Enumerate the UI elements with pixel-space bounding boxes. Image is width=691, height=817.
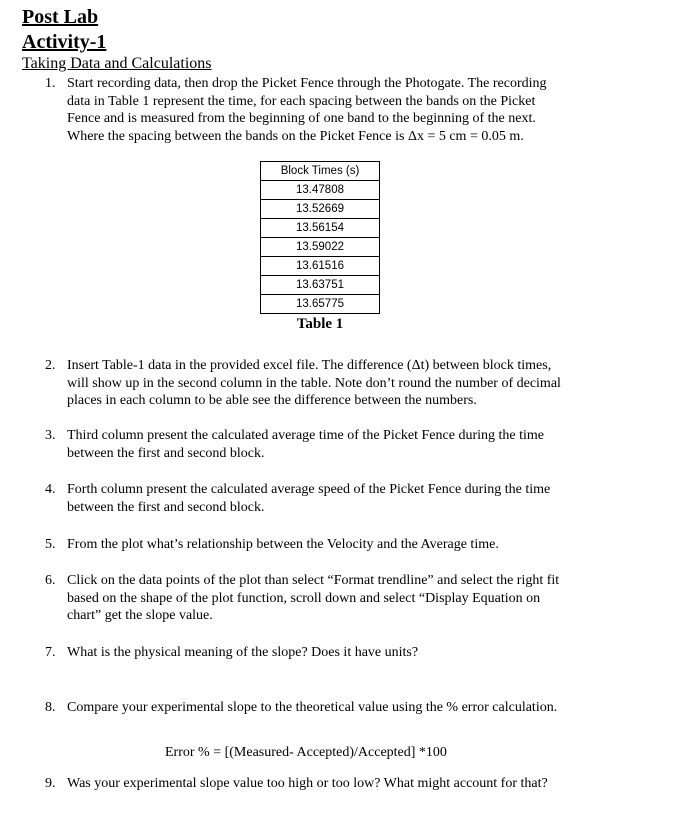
title-post-lab: Post Lab [22, 6, 99, 28]
title-activity: Activity-1 [22, 31, 107, 53]
step-line: between the first and second block. [67, 499, 265, 515]
step-number: 2. [45, 358, 56, 373]
step-number: 6. [45, 573, 56, 588]
table-row: 13.47808 [261, 181, 380, 200]
step-line: based on the shape of the plot function, scroll down and select “Display Equation on [67, 590, 541, 606]
step-line: between the first and second block. [67, 445, 265, 461]
step-line: From the plot what’s relationship between the Velocity and the Average time. [67, 537, 499, 552]
table-row: 13.63751 [261, 276, 380, 295]
step-number: 3. [45, 428, 56, 443]
step-number: 9. [45, 776, 56, 791]
step-line: Forth column present the calculated average speed of the Picket Fence during the time [67, 482, 551, 497]
step-line: Was your experimental slope value too high or too low? What might account for that? [67, 776, 548, 791]
table-caption: Table 1 [296, 316, 344, 332]
step-line: will show up in the second column in the table. Note don’t round the number of decimal [67, 375, 561, 391]
block-times-table [260, 161, 380, 314]
step-line: Where the spacing between the bands on the Picket Fence is Δx = 5 cm = 0.05 m. [67, 128, 524, 144]
step-line: places in each column to be able see the difference between the numbers. [67, 393, 477, 408]
table-row: 13.56154 [261, 219, 380, 238]
table-row: 13.65775 [261, 295, 380, 314]
step-number: 8. [45, 700, 56, 715]
step-line: Fence and is measured from the beginning of one band to the beginning of the next. [67, 111, 536, 126]
step-line: What is the physical meaning of the slope? Does it have units? [67, 645, 419, 660]
error-formula: Error % = [(Measured- Accepted)/Accepted] *100 [165, 745, 447, 760]
step-number: 7. [45, 645, 56, 660]
step-number: 1. [45, 76, 56, 91]
step-line: Start recording data, then drop the Picket Fence through the Photogate. The recording [67, 76, 547, 91]
table-header: Block Times (s) [261, 162, 380, 181]
step-line: data in Table 1 represent the time, for each spacing between the bands on the Picket [67, 93, 536, 109]
table-row: 13.59022 [261, 238, 380, 257]
step-number: 5. [45, 537, 56, 552]
table-row: 13.61516 [261, 257, 380, 276]
step-line: Click on the data points of the plot than select “Format trendline” and select the right fit [67, 573, 560, 588]
step-line: chart” get the slope value. [67, 608, 213, 623]
table-row: 13.52669 [261, 200, 380, 219]
step-line: Compare your experimental slope to the theoretical value using the % error calculation. [67, 700, 558, 715]
step-line: Insert Table-1 data in the provided excel file. The difference (Δt) between block times, [67, 358, 552, 373]
step-line: Third column present the calculated average time of the Picket Fence during the time [67, 428, 544, 443]
step-number: 4. [45, 482, 56, 497]
section-title: Taking Data and Calculations [22, 55, 212, 72]
